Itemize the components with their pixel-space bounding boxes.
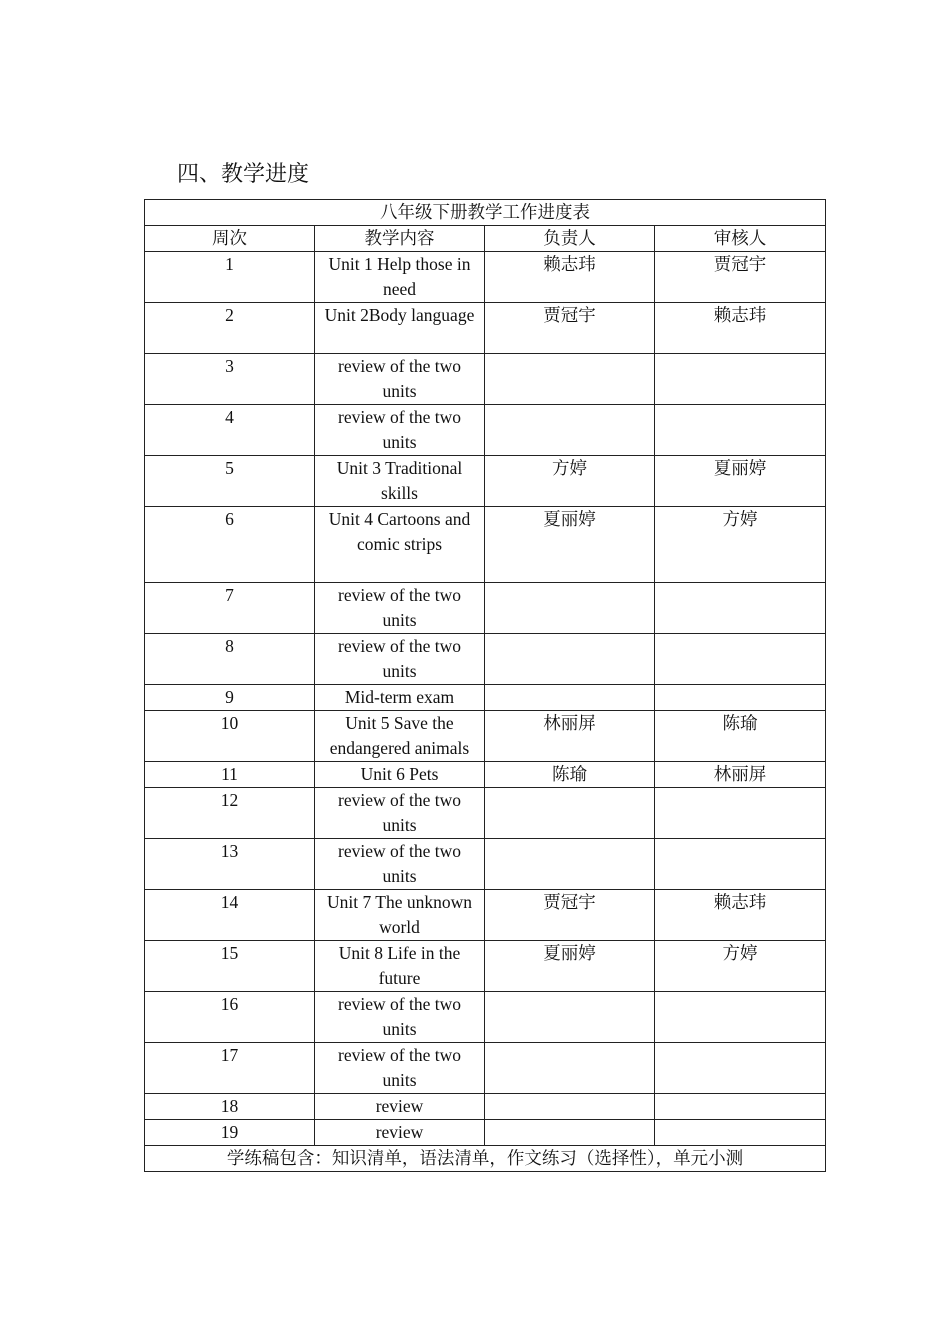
cell-reviewer [655,1120,826,1146]
cell-owner [485,839,655,890]
cell-week [145,303,315,354]
cell-owner [485,992,655,1043]
cell-reviewer [655,839,826,890]
cell-week [145,1094,315,1120]
header-week: 周次 [145,226,315,252]
cell-week-text: 18 [220,1096,239,1116]
cell-reviewer-text: 陈瑜 [722,713,758,733]
cell-content [315,890,485,941]
cell-reviewer [655,788,826,839]
cell-week [145,405,315,456]
table-footer-row [145,1146,826,1172]
cell-owner-text: 赖志玮 [543,254,596,274]
header-owner: 负责人 [485,226,655,252]
table-row [145,685,826,711]
cell-week-text: 9 [225,687,234,707]
cell-reviewer-text: 方婷 [722,509,758,529]
cell-content-text: review of the two units [338,1045,461,1090]
cell-owner-text: 夏丽婷 [543,509,596,529]
cell-content [315,839,485,890]
cell-content-text: review [375,1122,424,1142]
cell-content [315,303,485,354]
cell-week [145,634,315,685]
table-row [145,762,826,788]
cell-reviewer-text: 方婷 [722,943,758,963]
cell-reviewer [655,303,826,354]
cell-week-text: 13 [220,841,239,861]
cell-content-text: review of the two units [338,841,461,886]
cell-content [315,1043,485,1094]
cell-week-text: 11 [221,764,238,784]
cell-owner [485,685,655,711]
cell-reviewer [655,634,826,685]
cell-owner [485,711,655,762]
cell-week [145,941,315,992]
cell-week-text: 6 [225,509,234,529]
cell-owner [485,252,655,303]
cell-content-text: Unit 5 Save the endangered animals [329,713,470,758]
cell-content [315,1094,485,1120]
cell-week-text: 15 [220,943,239,963]
teaching-schedule-table [144,199,826,1172]
cell-owner [485,507,655,583]
table-row [145,507,826,583]
cell-owner [485,405,655,456]
cell-content [315,711,485,762]
cell-owner [485,762,655,788]
cell-content-text: review of the two units [338,356,461,401]
cell-week [145,788,315,839]
cell-reviewer [655,456,826,507]
cell-reviewer [655,685,826,711]
cell-owner-text: 夏丽婷 [543,943,596,963]
table-row [145,890,826,941]
cell-week [145,252,315,303]
cell-content [315,252,485,303]
header-reviewer: 审核人 [655,226,826,252]
cell-reviewer-text: 赖志玮 [713,305,767,325]
table-row [145,788,826,839]
cell-week-text: 7 [225,585,234,605]
cell-content-text: Unit 6 Pets [360,764,439,784]
cell-owner [485,303,655,354]
cell-week-text: 19 [220,1122,239,1142]
table-footer-note: 学练稿包含：知识清单，语法清单，作文练习（选择性），单元小测 [145,1146,826,1172]
cell-content [315,992,485,1043]
cell-owner [485,788,655,839]
cell-reviewer [655,890,826,941]
table-row [145,634,826,685]
section-heading: 四、教学进度 [177,161,310,186]
cell-owner [485,583,655,634]
cell-content-text: review of the two units [338,585,461,630]
cell-owner-text: 陈瑜 [552,764,587,784]
cell-content-text: review of the two units [338,407,461,452]
cell-content-text: Unit 1 Help those in need [328,254,471,299]
table-row [145,1043,826,1094]
cell-reviewer [655,711,826,762]
cell-content-text: Unit 8 Life in the future [338,943,461,988]
cell-content-text: Unit 7 The unknown world [326,892,473,937]
cell-reviewer [655,354,826,405]
cell-content [315,788,485,839]
cell-owner [485,1043,655,1094]
cell-owner [485,890,655,941]
cell-week [145,456,315,507]
cell-reviewer [655,941,826,992]
cell-week [145,583,315,634]
cell-week [145,1043,315,1094]
cell-reviewer [655,252,826,303]
cell-content-text: Mid-term exam [344,687,455,707]
table-row [145,583,826,634]
cell-week [145,507,315,583]
cell-content-text: Unit 4 Cartoons and comic strips [328,509,471,554]
cell-content-text: review of the two units [338,994,461,1039]
cell-owner [485,456,655,507]
cell-reviewer [655,583,826,634]
table-title: 八年级下册教学工作进度表 [145,200,826,226]
table-row [145,711,826,762]
cell-owner [485,634,655,685]
cell-week-text: 3 [225,356,234,376]
cell-week-text: 10 [220,713,239,733]
cell-owner-text: 贾冠宇 [543,892,596,912]
cell-content-text: review of the two units [338,790,461,835]
table-row [145,941,826,992]
cell-week [145,890,315,941]
cell-content-text: Unit 3 Traditional skills [336,458,463,503]
cell-week [145,839,315,890]
cell-owner-text: 方婷 [552,458,587,478]
cell-content-text: review [375,1096,424,1116]
cell-reviewer-text: 林丽屏 [713,764,767,784]
header-content: 教学内容 [315,226,485,252]
cell-content [315,685,485,711]
cell-content [315,405,485,456]
cell-content-text: Unit 2Body language [324,305,475,325]
table-row [145,354,826,405]
cell-content [315,762,485,788]
table-row [145,303,826,354]
cell-owner [485,1120,655,1146]
cell-week-text: 4 [225,407,234,427]
cell-content [315,507,485,583]
cell-owner-text: 贾冠宇 [543,305,596,325]
cell-reviewer [655,762,826,788]
table-row [145,252,826,303]
cell-reviewer [655,1094,826,1120]
table-header-row [145,226,826,252]
cell-reviewer-text: 夏丽婷 [713,458,767,478]
cell-reviewer [655,507,826,583]
cell-week-text: 2 [225,305,234,325]
cell-reviewer [655,405,826,456]
cell-week-text: 17 [220,1045,239,1065]
cell-content [315,354,485,405]
cell-reviewer-text: 赖志玮 [713,892,767,912]
table-title-row [145,200,826,226]
cell-week [145,685,315,711]
table-row [145,456,826,507]
cell-week-text: 1 [225,254,234,274]
cell-content [315,941,485,992]
cell-week-text: 12 [220,790,239,810]
cell-owner-text: 林丽屏 [543,713,596,733]
table-row [145,405,826,456]
cell-owner [485,941,655,992]
table-row [145,1094,826,1120]
table-row [145,1120,826,1146]
cell-owner [485,1094,655,1120]
cell-content [315,456,485,507]
cell-week [145,354,315,405]
cell-week [145,1120,315,1146]
cell-reviewer-text: 贾冠宇 [713,254,767,274]
cell-owner [485,354,655,405]
cell-week [145,992,315,1043]
cell-week [145,762,315,788]
cell-week-text: 14 [220,892,239,912]
cell-content [315,583,485,634]
cell-content-text: review of the two units [338,636,461,681]
cell-content [315,1120,485,1146]
cell-week [145,711,315,762]
cell-week-text: 5 [225,458,234,478]
cell-week-text: 8 [225,636,234,656]
cell-reviewer [655,1043,826,1094]
cell-reviewer [655,992,826,1043]
table-row [145,992,826,1043]
cell-week-text: 16 [220,994,239,1014]
table-row [145,839,826,890]
cell-content [315,634,485,685]
